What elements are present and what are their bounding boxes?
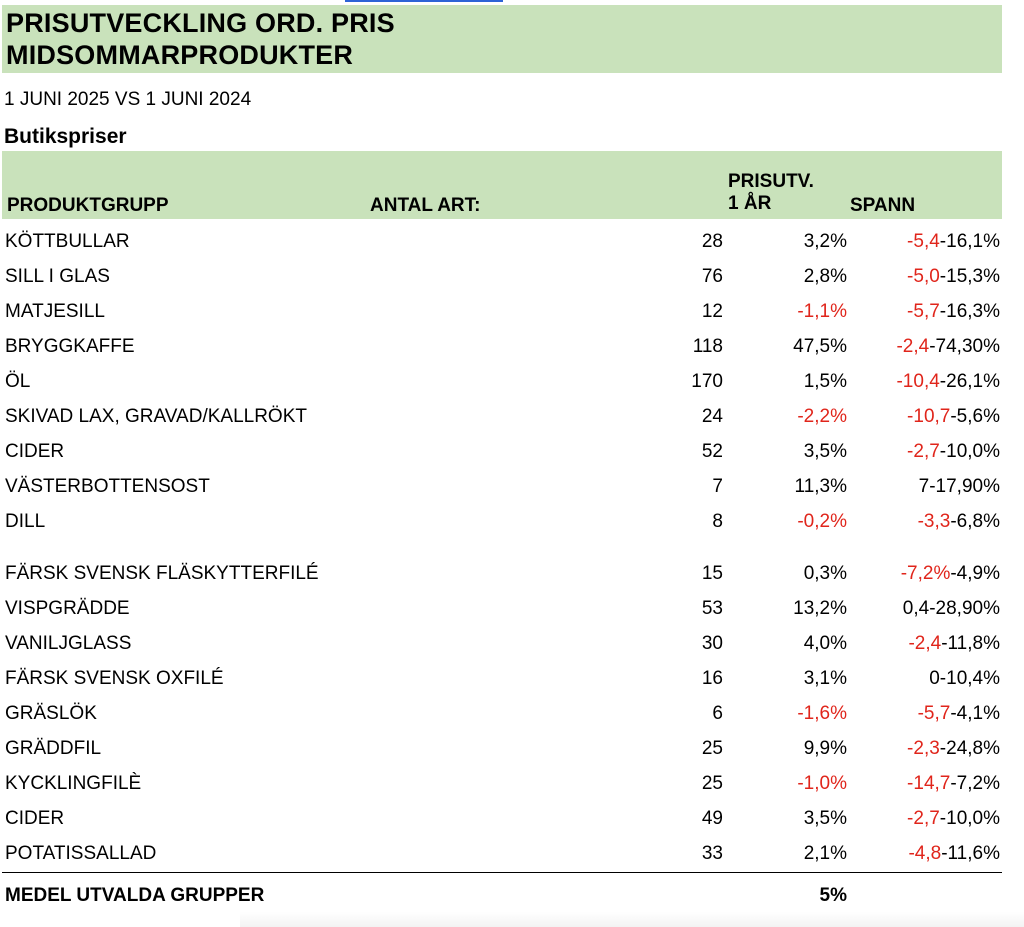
bottom-shadow xyxy=(240,912,1024,927)
price-change: 3,5% xyxy=(803,808,847,829)
price-span xyxy=(907,773,1000,795)
span-low: -5,4 xyxy=(907,231,940,252)
product-name: GRÄSLÖK xyxy=(5,703,97,724)
span-low: -5,7 xyxy=(917,703,951,724)
price-change: 3,5% xyxy=(803,441,847,462)
price-span xyxy=(901,563,1000,585)
article-count: 15 xyxy=(701,563,723,584)
span-high: -28,90% xyxy=(929,598,1000,619)
table-row xyxy=(0,224,1024,259)
span-high: -7,2% xyxy=(950,773,1000,794)
product-name: ÖL xyxy=(5,371,31,392)
price-change: -1,6% xyxy=(797,703,847,724)
table-row xyxy=(0,294,1024,329)
price-change: 3,1% xyxy=(803,668,847,689)
article-count: 7 xyxy=(712,476,723,497)
product-name: SILL I GLAS xyxy=(5,266,110,287)
span-high: -15,3% xyxy=(939,266,1000,287)
article-count: 28 xyxy=(701,231,723,252)
product-name: VANILJGLASS xyxy=(5,633,132,654)
article-count: 53 xyxy=(701,598,723,619)
table-row xyxy=(0,539,1024,591)
span-low: 0,4 xyxy=(902,598,930,619)
price-span xyxy=(903,598,1000,620)
product-name: VÄSTERBOTTENSOST xyxy=(5,476,210,497)
span-high: -11,6% xyxy=(941,843,1000,864)
price-span xyxy=(919,476,1000,498)
price-span xyxy=(929,668,1000,690)
article-count: 12 xyxy=(701,301,723,322)
header-antal-art: ANTAL ART: xyxy=(370,195,481,216)
price-span xyxy=(918,703,1000,725)
span-low: -2,4 xyxy=(896,336,930,357)
price-change: 4,0% xyxy=(803,633,847,654)
price-span xyxy=(907,231,1000,253)
table-row xyxy=(0,836,1024,871)
product-name: KYCKLINGFILÈ xyxy=(5,773,142,794)
price-change: 13,2% xyxy=(793,598,847,619)
table-row xyxy=(0,591,1024,626)
span-low: 7 xyxy=(918,476,930,497)
article-count: 8 xyxy=(712,511,723,532)
price-span xyxy=(907,441,1000,463)
price-change: 2,1% xyxy=(803,843,847,864)
table-row xyxy=(0,469,1024,504)
price-span xyxy=(896,336,1000,358)
price-span xyxy=(907,406,1000,428)
price-span xyxy=(907,301,1000,323)
product-name: GRÄDDFIL xyxy=(5,738,102,759)
table-row xyxy=(0,364,1024,399)
header-produktgrupp: PRODUKTGRUPP xyxy=(7,195,169,216)
table-header xyxy=(2,151,1002,219)
article-count: 49 xyxy=(701,808,723,829)
article-count: 76 xyxy=(701,266,723,287)
span-high: -26,1% xyxy=(939,371,1000,392)
product-name: CIDER xyxy=(5,441,65,462)
product-name: DILL xyxy=(5,511,46,532)
span-low: -4,8 xyxy=(908,843,942,864)
price-change: -0,2% xyxy=(797,511,847,532)
table-row xyxy=(0,259,1024,294)
price-change: 2,8% xyxy=(803,266,847,287)
price-span xyxy=(907,808,1000,830)
price-change: 47,5% xyxy=(793,336,847,357)
table-row xyxy=(0,329,1024,364)
price-span xyxy=(908,633,1000,655)
table-row xyxy=(0,731,1024,766)
span-high: -24,8% xyxy=(939,738,1000,759)
span-high: -17,90% xyxy=(929,476,1000,497)
span-high: -5,6% xyxy=(950,406,1000,427)
price-span xyxy=(908,843,1000,865)
span-low: -2,4 xyxy=(908,633,942,654)
price-span xyxy=(896,371,1000,393)
product-name: FÄRSK SVENSK FLÄSKYTTERFILÉ xyxy=(5,563,319,584)
price-span xyxy=(907,266,1000,288)
header-spann: SPANN xyxy=(850,195,916,216)
article-count: 25 xyxy=(701,773,723,794)
price-span xyxy=(918,511,1000,533)
span-low: -10,4 xyxy=(896,371,940,392)
price-change: -1,1% xyxy=(797,301,847,322)
header-prisutv-line1: PRISUTV. xyxy=(728,171,814,192)
span-high: -16,1% xyxy=(939,231,1000,252)
product-name: BRYGGKAFFE xyxy=(5,336,135,357)
span-high: -74,30% xyxy=(929,336,1000,357)
article-count: 170 xyxy=(691,371,723,392)
section-title: Butikspriser xyxy=(4,125,127,148)
span-high: -10,0% xyxy=(939,808,1000,829)
product-name: SKIVAD LAX, GRAVAD/KALLRÖKT xyxy=(5,406,307,427)
table-row xyxy=(0,801,1024,836)
header-prisutv xyxy=(728,171,814,215)
span-low: -2,3 xyxy=(907,738,940,759)
title-line-1: PRISUTVECKLING ORD. PRIS xyxy=(6,8,395,38)
price-change: 0,3% xyxy=(803,563,847,584)
product-name: CIDER xyxy=(5,808,65,829)
span-low: -5,0 xyxy=(907,266,940,287)
span-high: -6,8% xyxy=(950,511,1000,532)
price-change: 9,9% xyxy=(803,738,847,759)
product-name: POTATISSALLAD xyxy=(5,843,157,864)
span-low: -2,7 xyxy=(907,441,940,462)
span-low: -3,3 xyxy=(917,511,951,532)
product-name: KÖTTBULLAR xyxy=(5,231,130,252)
table-row xyxy=(0,696,1024,731)
table-body xyxy=(0,224,1024,871)
total-divider xyxy=(2,872,1002,873)
span-low: -2,7 xyxy=(907,808,940,829)
span-low: 0 xyxy=(929,668,940,689)
span-high: -10,0% xyxy=(939,441,1000,462)
span-low: -5,7 xyxy=(907,301,940,322)
article-count: 16 xyxy=(701,668,723,689)
table-row xyxy=(0,504,1024,539)
total-value: 5% xyxy=(819,885,847,906)
price-change: 11,3% xyxy=(794,476,847,497)
span-high: -16,3% xyxy=(939,301,1000,322)
span-low: -7,2% xyxy=(900,563,951,584)
span-high: -11,8% xyxy=(941,633,1000,654)
article-count: 33 xyxy=(701,843,723,864)
table-row xyxy=(0,626,1024,661)
price-change: 1,5% xyxy=(803,371,847,392)
article-count: 118 xyxy=(692,336,723,357)
article-count: 30 xyxy=(701,633,723,654)
header-prisutv-line2: 1 ÅR xyxy=(728,193,772,214)
article-count: 52 xyxy=(701,441,723,462)
span-high: -4,1% xyxy=(950,703,1000,724)
title-band xyxy=(2,5,1002,73)
table-row xyxy=(0,766,1024,801)
product-name: MATJESILL xyxy=(5,301,105,322)
span-low: -14,7 xyxy=(907,773,951,794)
price-change: -2,2% xyxy=(797,406,847,427)
price-change: 3,2% xyxy=(803,231,847,252)
total-label: MEDEL UTVALDA GRUPPER xyxy=(5,885,265,906)
product-name: FÄRSK SVENSK OXFILÉ xyxy=(5,668,224,689)
article-count: 24 xyxy=(701,406,723,427)
price-span xyxy=(907,738,1000,760)
table-row xyxy=(0,399,1024,434)
title-line-2: MIDSOMMARPRODUKTER xyxy=(6,40,354,70)
span-low: -10,7 xyxy=(907,406,951,427)
span-high: -4,9% xyxy=(950,563,1000,584)
top-link-underline xyxy=(345,0,503,2)
span-high: -10,4% xyxy=(939,668,1000,689)
table-row xyxy=(0,434,1024,469)
product-name: VISPGRÄDDE xyxy=(5,598,130,619)
article-count: 25 xyxy=(701,738,723,759)
date-comparison: 1 JUNI 2025 VS 1 JUNI 2024 xyxy=(4,89,252,110)
article-count: 6 xyxy=(712,703,723,724)
table-row xyxy=(0,661,1024,696)
price-change: -1,0% xyxy=(797,773,847,794)
